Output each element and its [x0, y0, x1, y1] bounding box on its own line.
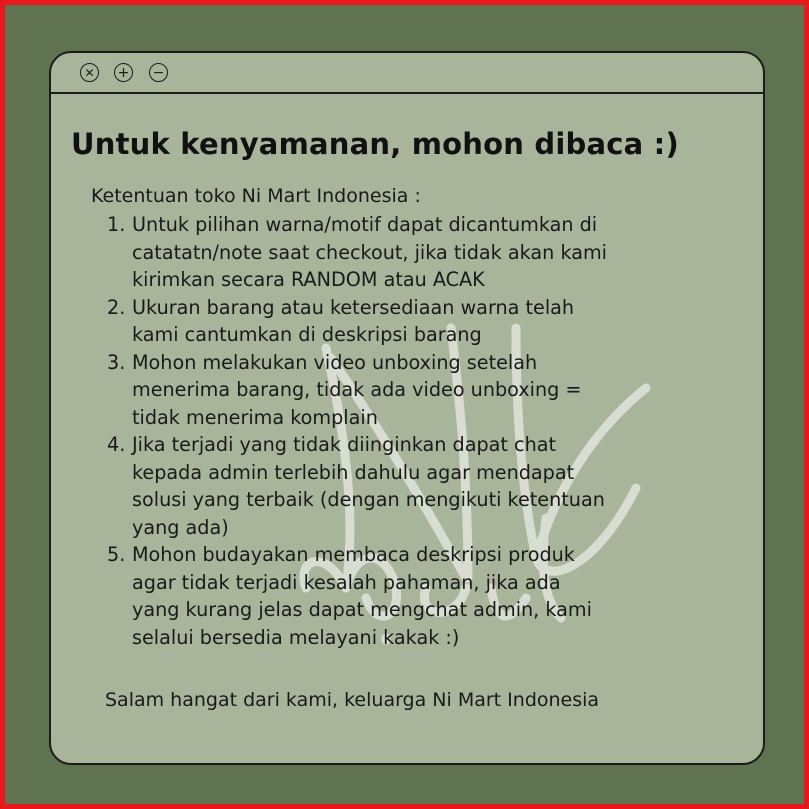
minus-icon[interactable]: − [149, 63, 168, 82]
rule-text-line: Mohon budayakan membaca deskripsi produk [132, 543, 575, 566]
rule-text-line: solusi yang terbaik (dengan mengikuti ketentuan [132, 488, 605, 511]
window-titlebar [51, 53, 763, 94]
rule-text-line: yang ada) [132, 515, 229, 539]
rule-number: 4. [107, 433, 126, 456]
rule-text-line: menerima barang, tidak ada video unboxing = [132, 378, 582, 401]
closing-message: Salam hangat dari kami, keluarga Ni Mart Indonesia [105, 689, 600, 711]
rule-text-line: Ukuran barang atau ketersediaan warna telah [132, 295, 575, 319]
rule-text-line: tidak menerima komplain [132, 405, 378, 429]
rule-item-4 [107, 431, 747, 541]
rule-text-line: kirimkan secara RANDOM atau ACAK [132, 268, 485, 291]
page-title: Untuk kenyamanan, mohon dibaca :) [71, 127, 679, 161]
rule-text-line: Mohon melakukan video unboxing setelah [132, 350, 538, 374]
page-background [5, 5, 804, 804]
rule-item-5 [107, 541, 747, 651]
rule-number: 1. [107, 213, 126, 236]
rule-text-line: Untuk pilihan warna/motif dapat dicantumkan di [132, 213, 598, 236]
rule-item-1 [107, 211, 747, 294]
rule-number: 5. [107, 543, 126, 566]
rule-text-line: catatatn/note saat checkout, jika tidak akan kami [132, 240, 607, 264]
close-icon[interactable]: ✕ [80, 63, 99, 82]
rule-item-3 [107, 349, 747, 432]
rules-intro: Ketentuan toko Ni Mart Indonesia : [91, 185, 421, 207]
rule-text-line: kepada admin terlebih dahulu agar mendapat [132, 460, 575, 484]
rule-text-line: Jika terjadi yang tidak diinginkan dapat chat [132, 433, 557, 456]
rule-text-line: agar tidak terjadi kesalah pahaman, jika ada [132, 570, 561, 594]
rule-text-line: yang kurang jelas dapat mengchat admin, kami [132, 598, 592, 621]
rules-list [107, 211, 747, 651]
rule-item-2 [107, 294, 747, 349]
plus-icon[interactable]: + [114, 63, 133, 82]
window [49, 51, 765, 765]
rule-text-line: kami cantumkan di deskripsi barang [132, 323, 482, 346]
rule-number: 3. [107, 350, 126, 374]
rule-text-line: selalui bersedia melayani kakak :) [132, 625, 460, 649]
rule-number: 2. [107, 295, 126, 319]
